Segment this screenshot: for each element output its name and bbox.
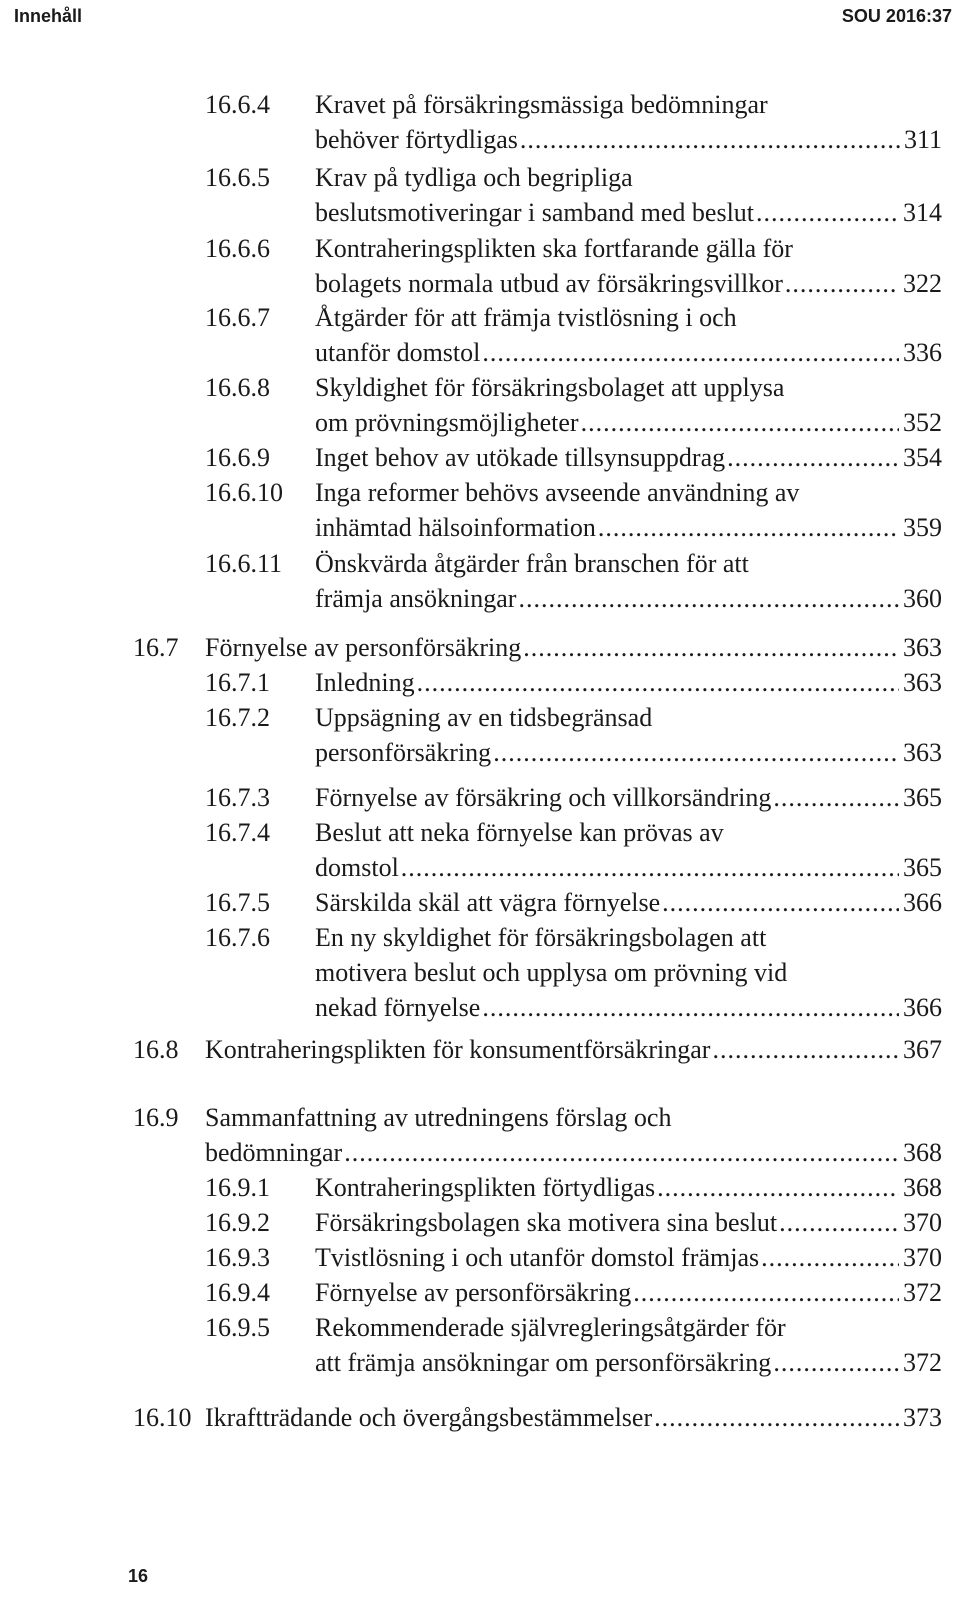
- toc-entry-title-line: Kontraheringsplikten ska fortfarande gälla för: [315, 234, 793, 263]
- dot-leader: [482, 990, 899, 1025]
- toc-entry-title-line: utanför domstol ..... 336: [315, 335, 942, 370]
- toc-entry-title-line: nekad förnyelse ..... 366: [315, 990, 942, 1025]
- toc-subsection-entry[interactable]: [205, 885, 942, 920]
- toc-page-number: 365: [903, 783, 942, 812]
- toc-page-number: 314: [903, 198, 942, 227]
- toc-entry-title-line: Kravet på försäkringsmässiga bedömningar: [315, 90, 768, 119]
- toc-subsection-entry[interactable]: [205, 300, 942, 370]
- toc-subsection-entry[interactable]: [205, 780, 942, 815]
- toc-page-number: 368: [903, 1138, 942, 1167]
- toc-entry-title-line: Förnyelse av personförsäkring ..... 372: [315, 1275, 942, 1310]
- toc-page-number: 354: [903, 443, 942, 472]
- dot-leader: [712, 1032, 899, 1067]
- toc-entry-number: 16.7.1: [205, 668, 270, 697]
- toc-subsection-entry[interactable]: [205, 920, 942, 1025]
- toc-entry-number: 16.9.2: [205, 1208, 270, 1237]
- dot-leader: [344, 1135, 899, 1170]
- dot-leader: [518, 581, 899, 616]
- toc-entry-number: 16.6.4: [205, 90, 270, 119]
- toc-page-number: 359: [903, 513, 942, 542]
- toc-entry-title-line: Inga reformer behövs avseende användning av: [315, 478, 800, 507]
- dot-leader: [482, 335, 899, 370]
- toc-entry-title-line: Kontraheringsplikten förtydligas ..... 368: [315, 1170, 942, 1205]
- toc-entry-number: 16.7: [133, 633, 179, 662]
- toc-page-number: 363: [903, 738, 942, 767]
- toc-subsection-entry[interactable]: [205, 475, 942, 545]
- toc-page-number: 363: [903, 633, 942, 662]
- dot-leader: [520, 122, 900, 157]
- toc-entry-number: 16.7.5: [205, 888, 270, 917]
- toc-entry-title-line: Försäkringsbolagen ska motivera sina beslut ..... 370: [315, 1205, 942, 1240]
- toc-entry-number: 16.7.3: [205, 783, 270, 812]
- toc-entry-title-line: Särskilda skäl att vägra förnyelse ..... 366: [315, 885, 942, 920]
- toc-subsection-entry[interactable]: [205, 815, 942, 885]
- toc-subsection-entry[interactable]: [205, 231, 942, 301]
- toc-entry-number: 16.6.8: [205, 373, 270, 402]
- toc-subsection-entry[interactable]: [205, 700, 942, 770]
- page-number: 16: [128, 1566, 149, 1586]
- toc-page-number: 360: [903, 584, 942, 613]
- toc-subsection-entry[interactable]: [205, 546, 942, 616]
- toc-entry-title-line: Beslut att neka förnyelse kan prövas av: [315, 818, 724, 847]
- toc-entry-title-line: Uppsägning av en tidsbegränsad: [315, 703, 653, 732]
- dot-leader: [785, 266, 899, 301]
- toc-entry-title-line: Sammanfattning av utredningens förslag och: [205, 1103, 672, 1132]
- toc-entry-title-line: beslutsmotiveringar i samband med beslut ..... 314: [315, 195, 942, 230]
- toc-page-number: 370: [903, 1208, 942, 1237]
- toc-entry-title-line: inhämtad hälsoinformation ..... 359: [315, 510, 942, 545]
- toc-entry-title-line: Förnyelse av försäkring och villkorsändring ..... 365: [315, 780, 942, 815]
- dot-leader: [662, 885, 899, 920]
- toc-entry-title-line: Krav på tydliga och begripliga: [315, 163, 633, 192]
- toc-subsection-entry[interactable]: [205, 370, 942, 440]
- toc-entry-title-line: personförsäkring ..... 363: [315, 735, 942, 770]
- dot-leader: [773, 1345, 899, 1380]
- toc-entry-number: 16.9.4: [205, 1278, 270, 1307]
- toc-entry-title-line: Åtgärder för att främja tvistlösning i och: [315, 303, 737, 332]
- toc-entry-title-line: En ny skyldighet för försäkringsbolagen att: [315, 923, 767, 952]
- toc-entry-title-line: bedömningar ..... 368: [205, 1135, 942, 1170]
- toc-subsection-entry[interactable]: [205, 1240, 942, 1275]
- toc-entry-title-line: Inledning ..... 363: [315, 665, 942, 700]
- dot-leader: [756, 195, 899, 230]
- toc-page-number: 366: [903, 888, 942, 917]
- toc-entry-number: 16.6.10: [205, 478, 283, 507]
- toc-entry-title-line: Ikraftträdande och övergångsbestämmelser ..... 373: [205, 1400, 942, 1435]
- toc-entry-title-line: Rekommenderade självregleringsåtgärder för: [315, 1313, 786, 1342]
- toc-entry-title-line: främja ansökningar ..... 360: [315, 581, 942, 616]
- toc-subsection-entry[interactable]: [205, 1205, 942, 1240]
- toc-page-number: 372: [903, 1348, 942, 1377]
- toc-entry-title-line: Skyldighet för försäkringsbolaget att upplysa: [315, 373, 785, 402]
- toc-entry-title-line: bolagets normala utbud av försäkringsvillkor ..... 322: [315, 266, 942, 301]
- toc-subsection-entry[interactable]: [205, 440, 942, 475]
- toc-subsection-entry[interactable]: [205, 1310, 942, 1380]
- toc-entry-number: 16.6.5: [205, 163, 270, 192]
- dot-leader: [657, 1170, 899, 1205]
- toc-entry-number: 16.7.6: [205, 923, 270, 952]
- toc-subsection-entry[interactable]: [205, 1170, 942, 1205]
- toc-page-number: 311: [903, 125, 942, 154]
- dot-leader: [761, 1240, 899, 1275]
- toc-entry-title-line: Förnyelse av personförsäkring ..... 363: [205, 630, 942, 665]
- toc-entry-title-line: motivera beslut och upplysa om prövning vid: [315, 958, 788, 987]
- header-section-label: Innehåll: [14, 6, 83, 26]
- toc-entry-number: 16.8: [133, 1035, 179, 1064]
- toc-entry-title-line: behöver förtydligas ..... 311: [315, 122, 942, 157]
- toc-entry-title-line: Önskvärda åtgärder från branschen för att: [315, 549, 749, 578]
- toc-entry-number: 16.6.11: [205, 549, 283, 578]
- toc-page-number: 373: [903, 1403, 942, 1432]
- toc-subsection-entry[interactable]: [205, 160, 942, 230]
- toc-subsection-entry[interactable]: [205, 1275, 942, 1310]
- toc-page-number: 352: [903, 408, 942, 437]
- toc-page-number: 367: [903, 1035, 942, 1064]
- toc-entry-number: 16.7.4: [205, 818, 270, 847]
- toc-entry-number: 16.6.6: [205, 234, 270, 263]
- toc-entry-title-line: Kontraheringsplikten för konsumentförsäkringar ..... 367: [205, 1032, 942, 1067]
- toc-section-entry[interactable]: [133, 1400, 942, 1435]
- toc-entry-number: 16.10: [133, 1403, 192, 1432]
- dot-leader: [654, 1400, 899, 1435]
- dot-leader: [523, 630, 899, 665]
- dot-leader: [779, 1205, 899, 1240]
- toc-section-entry[interactable]: [133, 1100, 942, 1170]
- dot-leader: [773, 780, 899, 815]
- toc-entry-title-line: Inget behov av utökade tillsynsuppdrag ..... 354: [315, 440, 942, 475]
- dot-leader: [581, 405, 899, 440]
- toc-page-number: 322: [903, 269, 942, 298]
- toc-entry-number: 16.9.3: [205, 1243, 270, 1272]
- toc-page-number: 365: [903, 853, 942, 882]
- header-document-id: SOU 2016:37: [841, 6, 952, 26]
- dot-leader: [401, 850, 899, 885]
- toc-subsection-entry[interactable]: [205, 87, 942, 157]
- toc-page-number: 363: [903, 668, 942, 697]
- toc-entry-title-line: att främja ansökningar om personförsäkring ..... 372: [315, 1345, 942, 1380]
- toc-entry-number: 16.9.1: [205, 1173, 270, 1202]
- toc-subsection-entry[interactable]: [205, 665, 942, 700]
- dot-leader: [493, 735, 899, 770]
- toc-entry-number: 16.6.7: [205, 303, 270, 332]
- toc-page-number: 370: [903, 1243, 942, 1272]
- dot-leader: [727, 440, 899, 475]
- toc-entry-title-line: domstol ..... 365: [315, 850, 942, 885]
- dot-leader: [417, 665, 899, 700]
- toc-entry-number: 16.9.5: [205, 1313, 270, 1342]
- dot-leader: [633, 1275, 899, 1310]
- toc-section-entry[interactable]: [133, 1032, 942, 1067]
- toc-entry-number: 16.7.2: [205, 703, 270, 732]
- toc-page-number: 372: [903, 1278, 942, 1307]
- toc-entry-number: 16.6.9: [205, 443, 270, 472]
- toc-entry-number: 16.9: [133, 1103, 179, 1132]
- toc-entry-title-line: Tvistlösning i och utanför domstol främjas ..... 370: [315, 1240, 942, 1275]
- toc-entry-title-line: om prövningsmöjligheter ..... 352: [315, 405, 942, 440]
- toc-section-entry[interactable]: [133, 630, 942, 665]
- toc-page-number: 366: [903, 993, 942, 1022]
- toc-page-number: 368: [903, 1173, 942, 1202]
- toc-page-number: 336: [903, 338, 942, 367]
- dot-leader: [598, 510, 899, 545]
